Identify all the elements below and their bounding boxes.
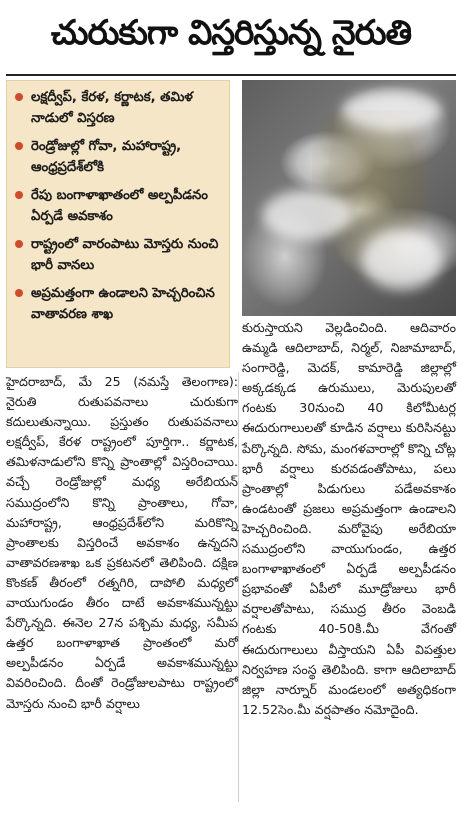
bullet-icon <box>15 191 23 199</box>
headline-rule <box>6 74 456 76</box>
article-column-right <box>242 318 456 720</box>
bullet-icon <box>15 93 23 101</box>
article-paragraph: కురుస్తాయని వెల్లడించింది. ఆదివారం ఉమ్మడి ఆదిలాబాద్, నిర్మల్, నిజామాబాద్, సంగారెడ్డి, మెదక్, కామారెడ్డి జిల్లాల్లో అక్కడక్కడ ఉరుములు, మెరుపులతో గంటకు 30నుంచి 40 కిలోమీటర్ల ఈదురుగాలులతో కూడిన వర్షాలు కురిసినట్టు పేర్కొన్నది. సోమ, మంగళవారాల్లో కొన్ని చోట్ల భారీ వర్షాలు కురవడంతోపాటు, పలు ప్రాంతాల్లో పిడుగులు పడేఅవకాశం ఉండటంతో ప్రజలు అప్రమత్తంగా ఉండాలని హెచ్చరించింది. మరోవైపు అరేబియా సముద్రంలోని వాయుగుండం, ఉత్తర బంగాళాఖాతంలో ఏర్పడే అల్పపీడనం ప్రభావంతో ఏపీలో మూడ్రోజులు భారీ వర్షాలతోపాటు, సముద్ర తీరం వెంబడి గంటకు 40-50కి.మీ వేగంతో ఈదురుగాలులు వీస్తాయని ఏపీ విపత్తుల నిర్వహణ సంస్థ తెలిపింది. కాగా ఆదిలాబాద్ జిల్లా నార్నూర్ మండలంలో అత్యధికంగా 12.52సెం.మీ వర్షపాతం నమోదైంది. <box>242 320 456 717</box>
highlights-box <box>6 80 230 368</box>
highlight-item <box>15 185 223 227</box>
bullet-icon <box>15 289 23 297</box>
bullet-icon <box>15 240 23 248</box>
highlight-item <box>15 136 223 178</box>
column-divider <box>238 372 239 802</box>
satellite-image <box>242 80 456 316</box>
highlight-text: రేపు బంగాళాఖాతంలో అల్పపీడనం ఏర్పడే అవకాశం <box>31 188 208 224</box>
headline: చురుకుగా విస్తరిస్తున్న నైరుతి <box>50 13 412 53</box>
cloud-shape <box>342 90 442 130</box>
cloud-shape <box>362 230 442 290</box>
article-paragraph: హైదరాబాద్, మే 25 (నమస్తే తెలంగాణ): నైరుతి రుతుపవనాలు చురుకుగా కదులుతున్నాయి. ప్రస్తుతం రుతుపవనాలు లక్షద్వీప్, కేరళ రాష్ట్రంలో పూర్తిగా.. కర్ణాటక, తమిళనాడులోని కొన్ని ప్రాంతాల్లో విస్తరించాయి. వచ్చే రెండ్రోజుల్లో మధ్య అరేబియన్ సముద్రంలోని కొన్ని ప్రాంతాలు, గోవా, మహారాష్ట్ర, ఆంధ్రప్రదేశ్‌లోని మరికొన్ని ప్రాంతాలకు విస్తరించే అవకాశం ఉన్నదని వాతావరణశాఖ ఒక ప్రకటనలో తెలిపింది. దక్షిణ కొంకణ్ తీరంలో రత్నగిరి, దాపోలి మధ్యలో వాయుగుండం తీరం దాటే అవకాశమున్నట్టు పేర్కొన్నది. ఈనెల 27న పశ్చిమ మధ్య, సమీప ఉత్తర బంగాళాఖాత ప్రాంతంలో మరో అల్పపీడనం ఏర్పడే అవకాశమున్నట్టు వివరించింది. దీంతో రెండ్రోజులపాటు రాష్ట్రంలో మోస్తరు నుంచి భారీ వర్షాలు <box>6 374 238 711</box>
highlight-text: రాష్ట్రంలో వారంపాటు మోస్తరు నుంచి భారీ వానలు <box>31 237 219 273</box>
highlight-text: రెండ్రోజుల్లో గోవా, మహారాష్ట్ర, ఆంధ్రప్రదేశ్‌లోకి <box>31 139 182 175</box>
highlight-item <box>15 283 223 325</box>
article-column-left <box>6 372 238 714</box>
highlight-text: అప్రమత్తంగా ఉండాలని హెచ్చరించిన వాతావరణ శాఖ <box>31 286 215 322</box>
highlight-item <box>15 87 223 129</box>
highlight-text: లక్షద్వీప్, కేరళ, కర్ణాటక, తమిళ నాడులో విస్తరణ <box>31 90 193 126</box>
highlight-item <box>15 234 223 276</box>
bullet-icon <box>15 142 23 150</box>
cloud-shape <box>262 190 352 240</box>
